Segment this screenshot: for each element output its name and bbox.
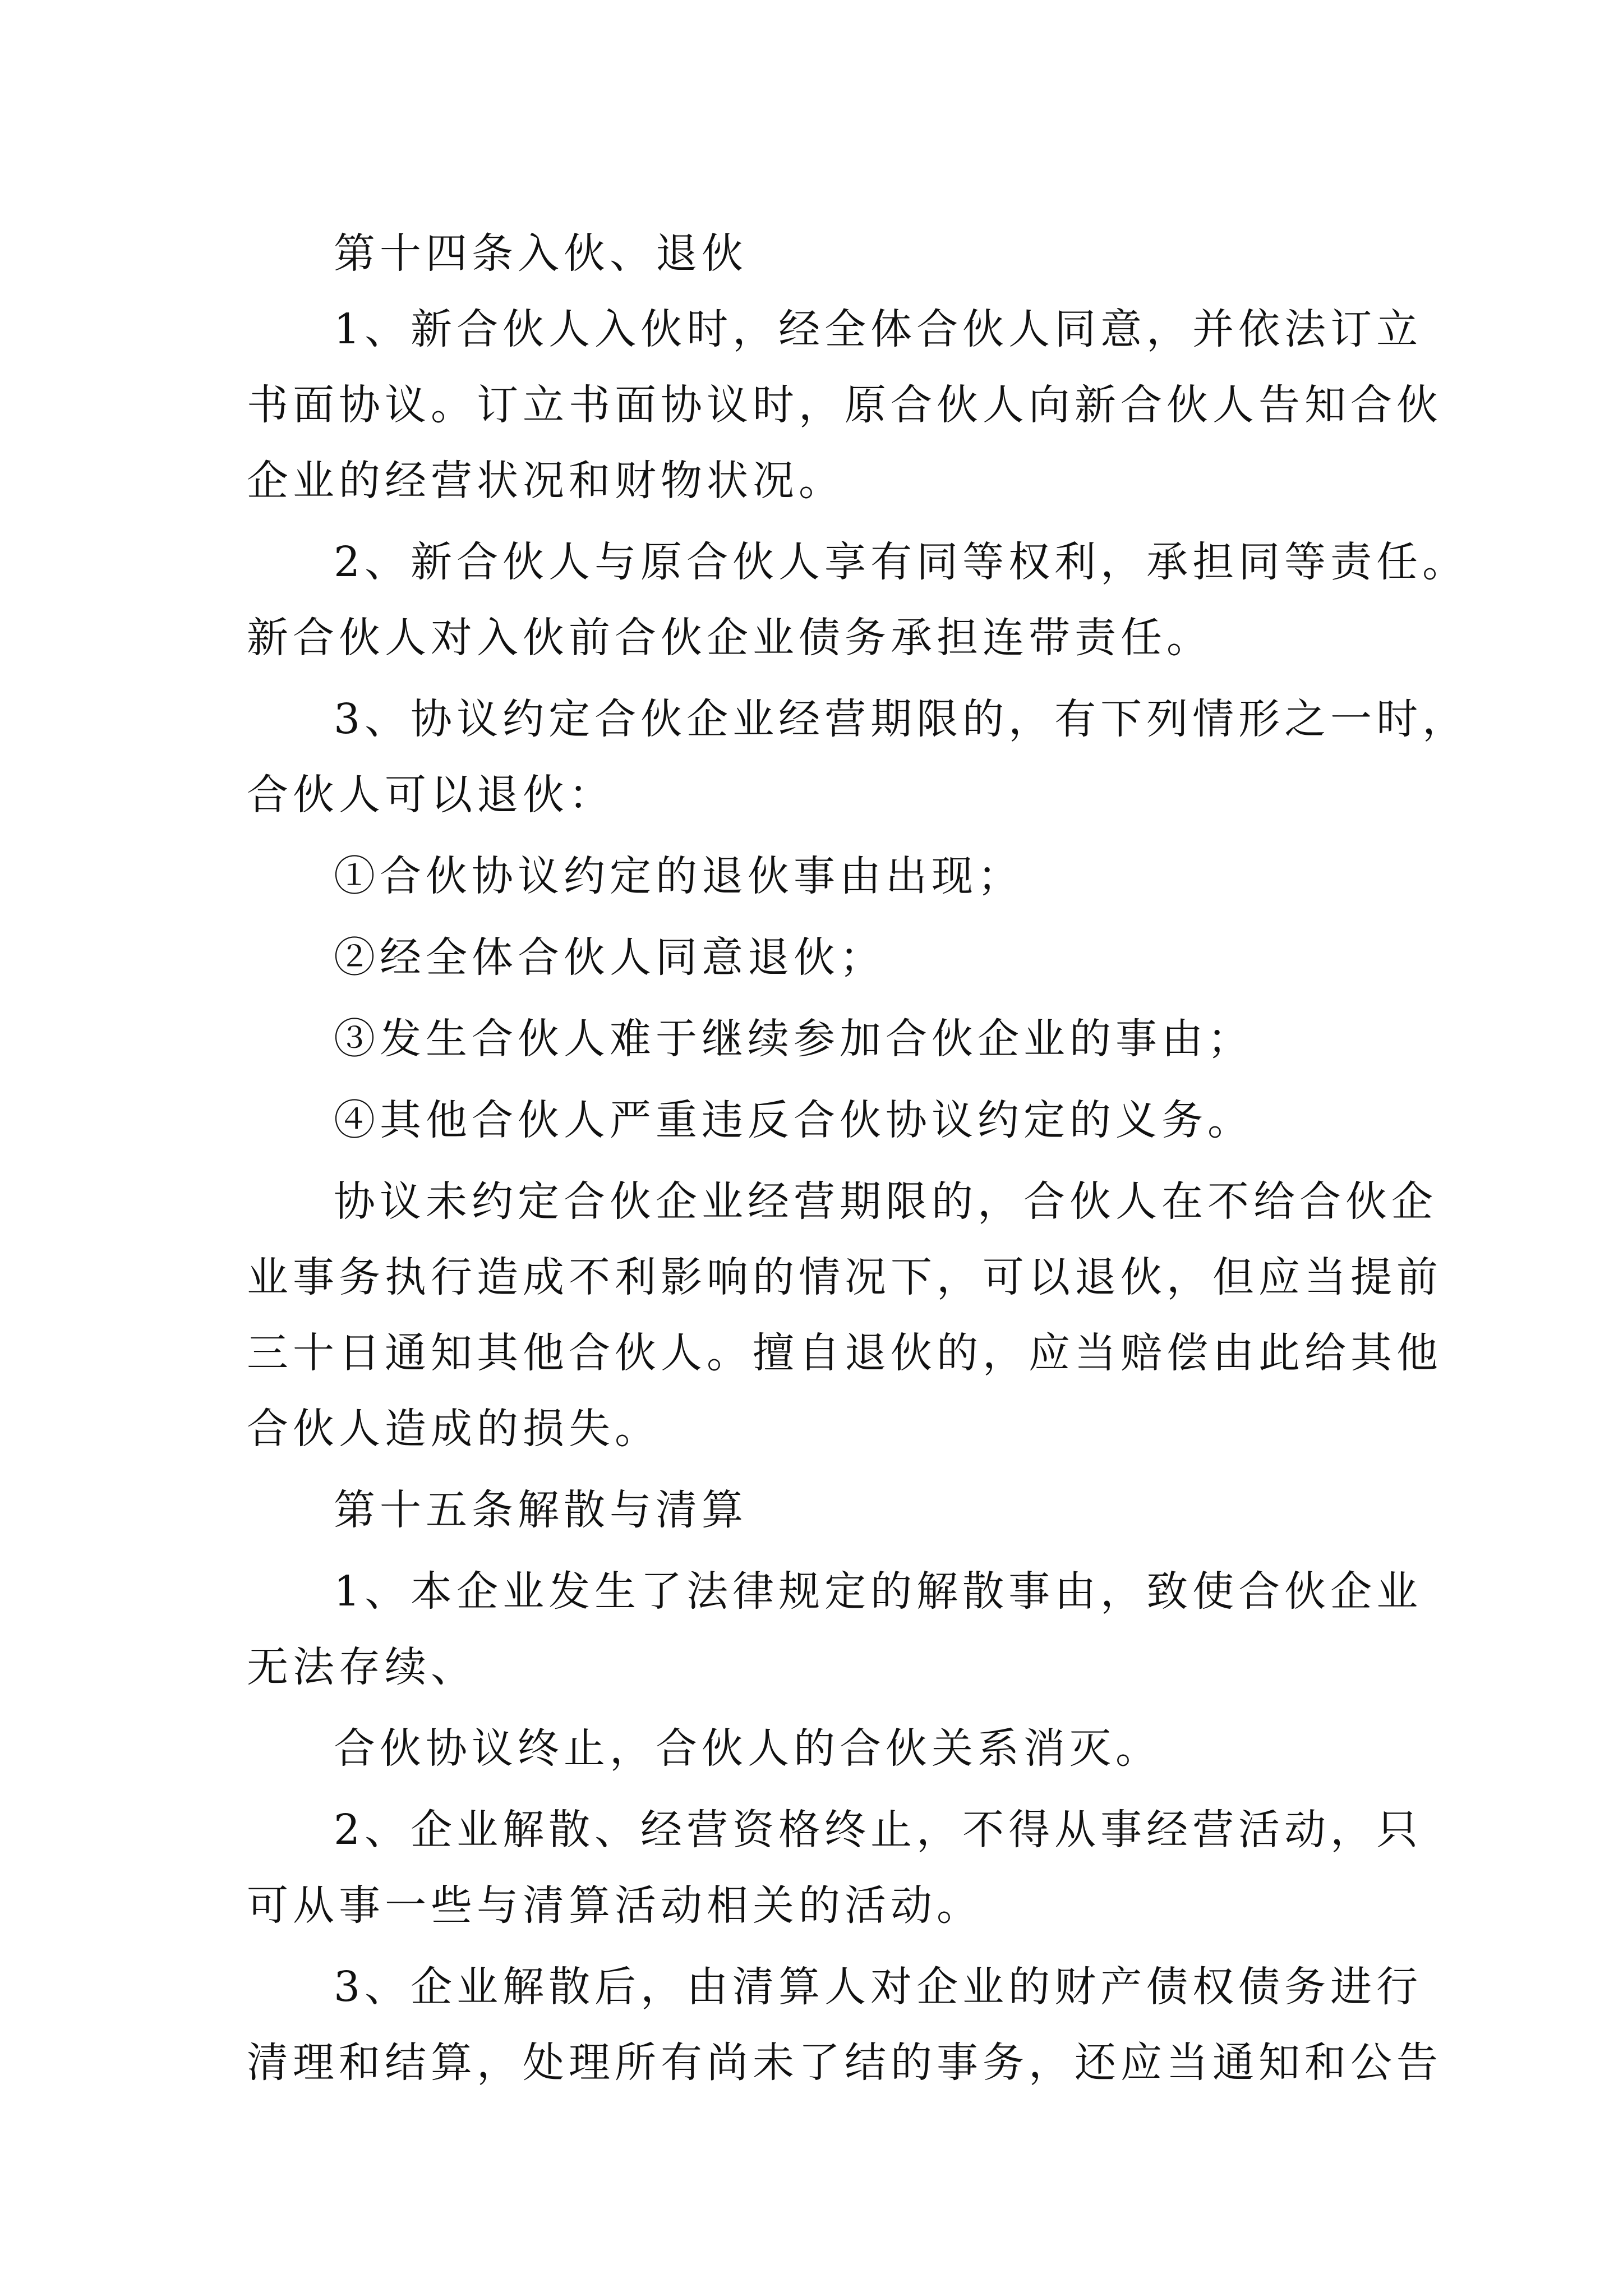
text-line: 合伙人可以退伙： xyxy=(247,771,615,819)
list-item: ③发生合伙人难于继续参加合伙企业的事由； xyxy=(334,1015,1253,1063)
text-line: 2、企业解散、经营资格终止，不得从事经营活动，只 xyxy=(334,1806,1423,1854)
text-line: 合伙协议终止，合伙人的合伙关系消灭。 xyxy=(334,1724,1161,1773)
text-line: 3、协议约定合伙企业经营期限的，有下列情形之一时， xyxy=(334,695,1469,743)
text-line: 1、本企业发生了法律规定的解散事由，致使合伙企业 xyxy=(334,1567,1423,1616)
text-line: 新合伙人对入伙前合伙企业债务承担连带责任。 xyxy=(247,614,1212,662)
text-line: 合伙人造成的损失。 xyxy=(247,1405,661,1453)
text-line: 可从事一些与清算活动相关的活动。 xyxy=(247,1881,983,1930)
text-line: 协议未约定合伙企业经营期限的，合伙人在不给合伙企 xyxy=(334,1177,1437,1226)
list-item: ④其他合伙人严重违反合伙协议约定的义务。 xyxy=(334,1096,1253,1144)
text-line: 2、新合伙人与原合伙人享有同等权利，承担同等责任。 xyxy=(334,538,1469,586)
text-line: 业事务执行造成不利影响的情况下，可以退伙，但应当提前 xyxy=(247,1253,1442,1301)
text-line: 三十日通知其他合伙人。擅自退伙的，应当赔偿由此给其他 xyxy=(247,1329,1442,1377)
text-line: 3、企业解散后，由清算人对企业的财产债权债务进行 xyxy=(334,1963,1423,2011)
text-line: 书面协议。订立书面协议时，原合伙人向新合伙人告知合伙 xyxy=(247,381,1442,429)
text-line: 无法存续、 xyxy=(247,1643,477,1691)
article-14-heading: 第十四条入伙、退伙 xyxy=(334,229,748,278)
text-line: 清理和结算，处理所有尚未了结的事务，还应当通知和公告 xyxy=(247,2039,1442,2087)
article-15-heading: 第十五条解散与清算 xyxy=(334,1486,748,1534)
text-line: 1、新合伙人入伙时，经全体合伙人同意，并依法订立 xyxy=(334,305,1423,353)
text-line: 企业的经营状况和财物状况。 xyxy=(247,457,845,505)
list-item: ②经全体合伙人同意退伙； xyxy=(334,933,886,982)
list-item: ①合伙协议约定的退伙事由出现； xyxy=(334,852,1023,900)
